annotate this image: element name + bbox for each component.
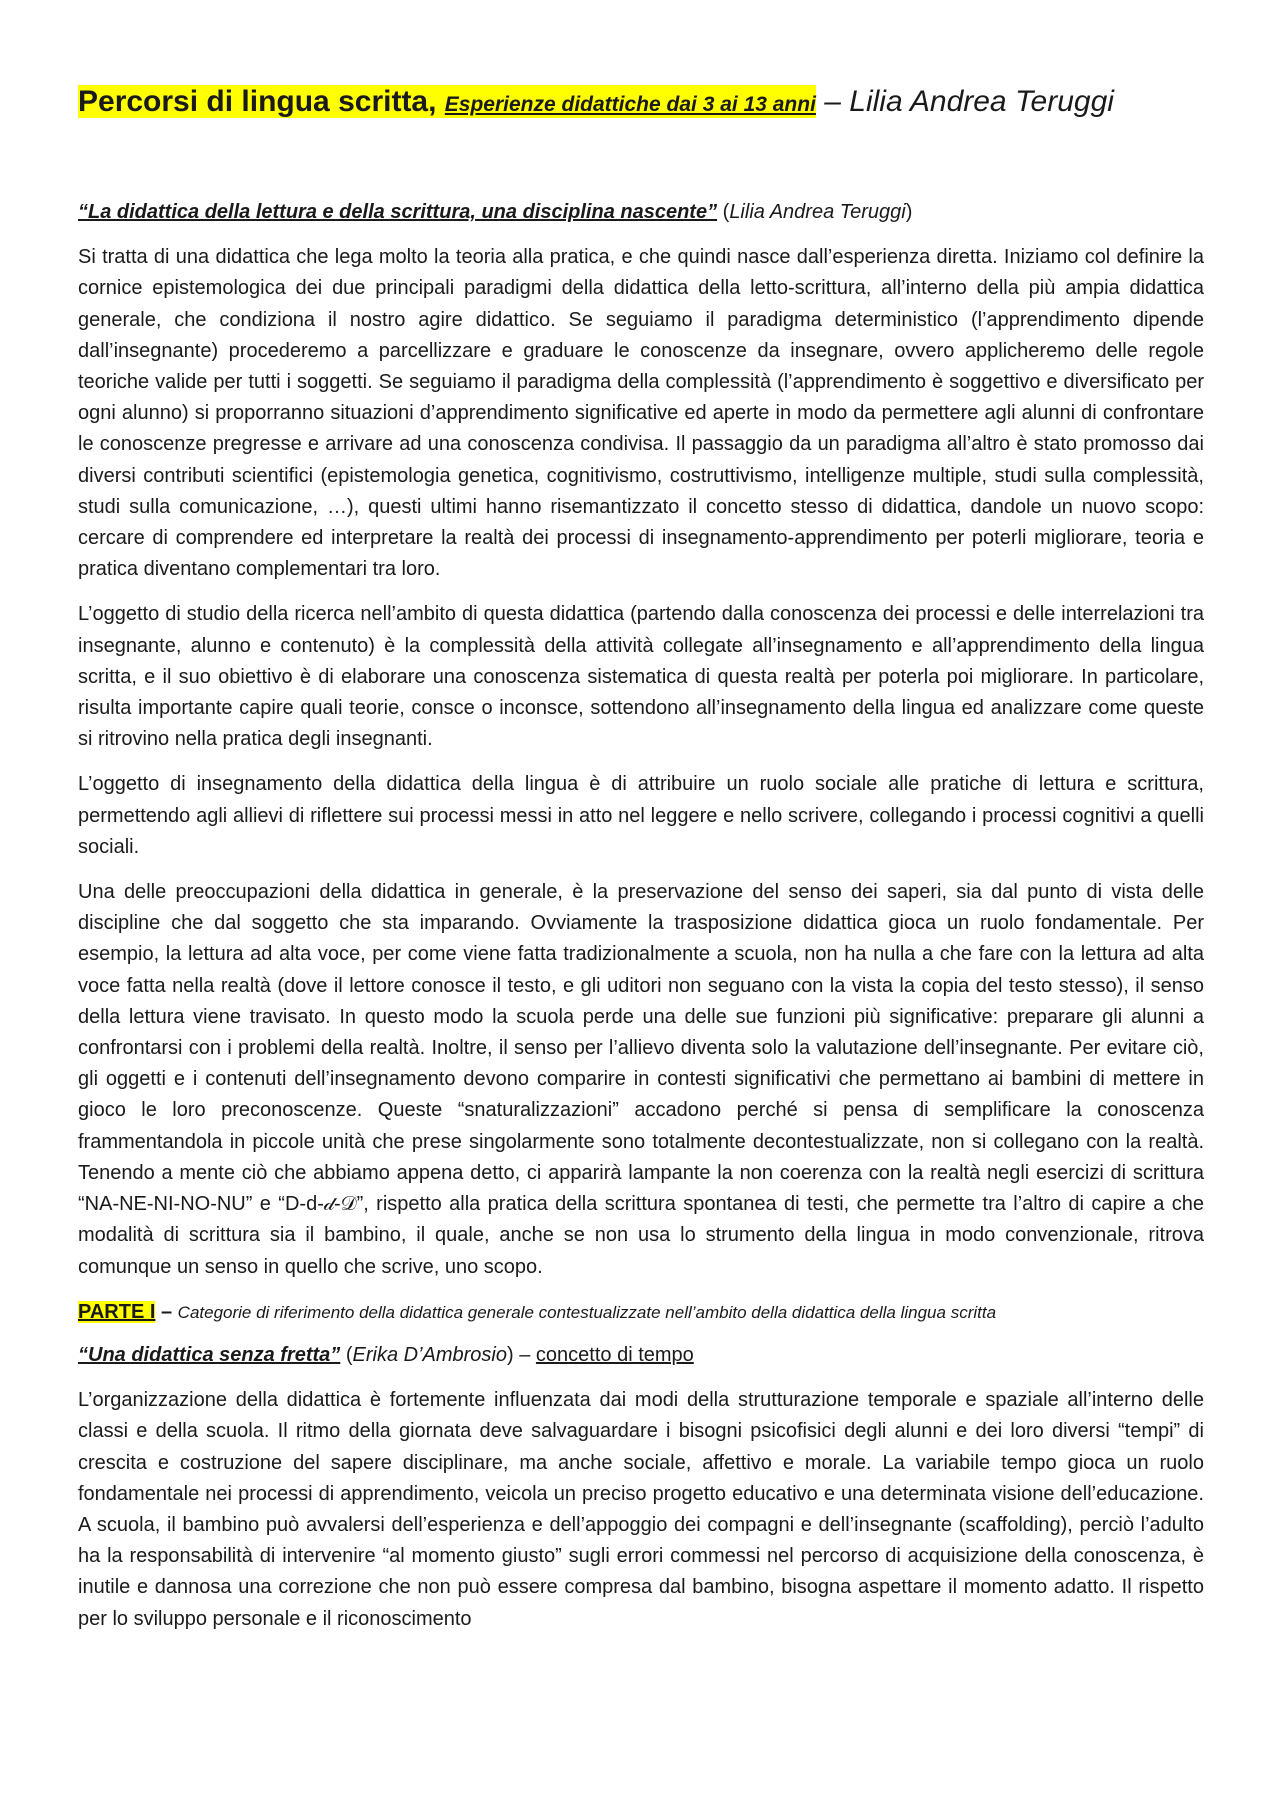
title-dash: – xyxy=(815,85,850,118)
title-highlight xyxy=(78,85,816,118)
heading-dash: – xyxy=(513,1343,536,1366)
section-heading-2-topic: concetto di tempo xyxy=(535,1343,694,1366)
part-label: PARTE I xyxy=(78,1300,156,1323)
part-description: Categorie di riferimento della didattica generale contestualizzate nell’ambito della didattica della lingua scritta xyxy=(177,1302,997,1322)
section-heading-2 xyxy=(78,1340,1204,1371)
paren-open: ( xyxy=(340,1343,353,1366)
paragraph: L’oggetto di studio della ricerca nell’ambito di questa didattica (partendo dalla conoscenza dei processi e delle interrelazioni tra insegnante, alunno e contenuto) è la complessità della attività collegate all’insegnamento e all’apprendimento della lingua scritta, e il suo obiettivo è di elaborare una conoscenza sistematica di questa realtà per poterla poi migliorare. In particolare, risulta importante capire quali teorie, consce o inconsce, sottendono all’insegnamento della lingua ed analizzare come queste si ritrovino nella pratica degli insegnanti. xyxy=(78,603,1204,751)
paragraph: Una delle preoccupazioni della didattica in generale, è la preservazione del senso dei saperi, sia dal punto di vista delle discipline che dal soggetto che sta imparando. Ovviamente la trasposizione didattica gioca un ruolo fondamentale. Per esempio, la lettura ad alta voce, per come viene fatta tradizionalmente a scuola, non ha nulla a che fare con la lettura ad alta voce fatta nella realtà (dove il lettore conosce il testo, e gli uditori non seguano con la vista la copia del testo stesso), il senso della lettura viene travisato. In questo modo la scuola perde una delle sue funzioni più significative: preparare gli alunni a confrontarsi con i problemi della realtà. Inoltre, il senso per l’allievo diventa solo la valutazione dell’insegnante. Per evitare ciò, gli oggetti e i contenuti dell’insegnamento devono comparire in contesti significativi che permettano ai bambini di mettere in gioco le loro preconoscenze. Queste “snaturalizzazioni” accadono perché si pensa di semplificare la conoscenza frammentandola in piccole unità che prese singolarmente sono totalmente decontestualizzate, non si collegano con la realtà. Tenendo a mente ciò che abbiamo appena detto, ci apparirà lampante la non coerenza con la realtà negli esercizi di scrittura “NA-NE-NI-NO-NU” e “D-d-𝒹-𝒟”, rispetto alla pratica della scrittura spontanea di testi, che permette tra l’altro di capire a che modalità di scrittura sia il bambino, il quale, anche se non usa lo strumento della lingua in modo convenzionale, ritrova comunque un senso in quello che scrive, uno scopo. xyxy=(78,881,1204,1278)
paren-close: ) xyxy=(507,1343,514,1366)
section-heading-1-title: “La didattica della lettura e della scrittura, una disciplina nascente” xyxy=(78,201,718,223)
paragraph: L’organizzazione della didattica è fortemente influenzata dai modi della strutturazione temporale e spaziale all’interno delle classi e della scuola. Il ritmo della giornata deve salvaguardare i bisogni psicofisici degli alunni e dei loro diversi “tempi” di crescita e costruzione del sapere disciplinare, ma anche sociale, affettivo e morale. La variabile tempo gioca un ruolo fondamentale nei processi di apprendimento, veicola un preciso progetto educativo e una determinata visione dell’educazione. A scuola, il bambino può avvalersi dell’esperienza e dell’appoggio dei compagni e dell’insegnante (scaffolding), perciò l’adulto ha la responsabilità di intervenire “al momento giusto” sugli errori commessi nel percorso di acquisizione della conoscenza, è inutile e dannosa una correzione che non può essere compresa dal bambino, bisogna aspettare il momento adatto. Il rispetto per lo sviluppo personale e il riconoscimento xyxy=(78,1389,1204,1630)
title-author: Lilia Andrea Teruggi xyxy=(849,85,1114,118)
document-page xyxy=(78,82,1204,1649)
paragraph: L’oggetto di insegnamento della didattica della lingua è di attribuire un ruolo sociale alle pratiche di lettura e scrittura, permettendo agli allievi di riflettere sui processi messi in atto nel leggere e nello scrivere, collegando i processi cognitivi a quelli sociali. xyxy=(78,773,1204,858)
paren-close: ) xyxy=(905,201,913,223)
paren-open: ( xyxy=(717,201,730,223)
part-heading xyxy=(78,1297,1204,1328)
title-main: Percorsi di lingua scritta, xyxy=(78,85,437,118)
section-heading-2-author: Erika D’Ambrosio xyxy=(352,1343,507,1366)
section-heading-1 xyxy=(78,197,1204,228)
section-heading-1-author: Lilia Andrea Teruggi xyxy=(729,201,906,223)
section-heading-2-title: “Una didattica senza fretta” xyxy=(78,1343,341,1366)
title-subtitle: Esperienze didattiche dai 3 ai 13 anni xyxy=(444,93,816,116)
part-dash: – xyxy=(155,1300,178,1323)
paragraph: Si tratta di una didattica che lega molto la teoria alla pratica, e che quindi nasce dall’esperienza diretta. Iniziamo col definire la cornice epistemologica dei due principali paradigmi della didattica della letto-scrittura, all’interno della più ampia didattica generale, che condiziona il nostro agire didattico. Se seguiamo il paradigma deterministico (l’apprendimento dipende dall’insegnante) procederemo a parcellizzare e graduare le conoscenze da insegnare, ovvero applicheremo delle regole teoriche valide per tutti i soggetti. Se seguiamo il paradigma della complessità (l’apprendimento è soggettivo e diversificato per ogni alunno) si proporranno situazioni d’apprendimento significative ed aperte in modo da permettere agli alunni di confrontare le conoscenze pregresse e arrivare ad una conoscenza condivisa. Il passaggio da un paradigma all’altro è stato promosso dai diversi contributi scientifici (epistemologia genetica, cognitivismo, costruttivismo, intelligenze multiple, studi sulla complessità, studi sulla comunicazione, …), questi ultimi hanno risemantizzato il concetto stesso di didattica, dandole un nuovo scopo: cercare di comprendere ed interpretare la realtà dei processi di insegnamento-apprendimento per poterli migliorare, teoria e pratica diventano complementari tra loro. xyxy=(78,246,1204,581)
document-title xyxy=(78,82,1204,125)
